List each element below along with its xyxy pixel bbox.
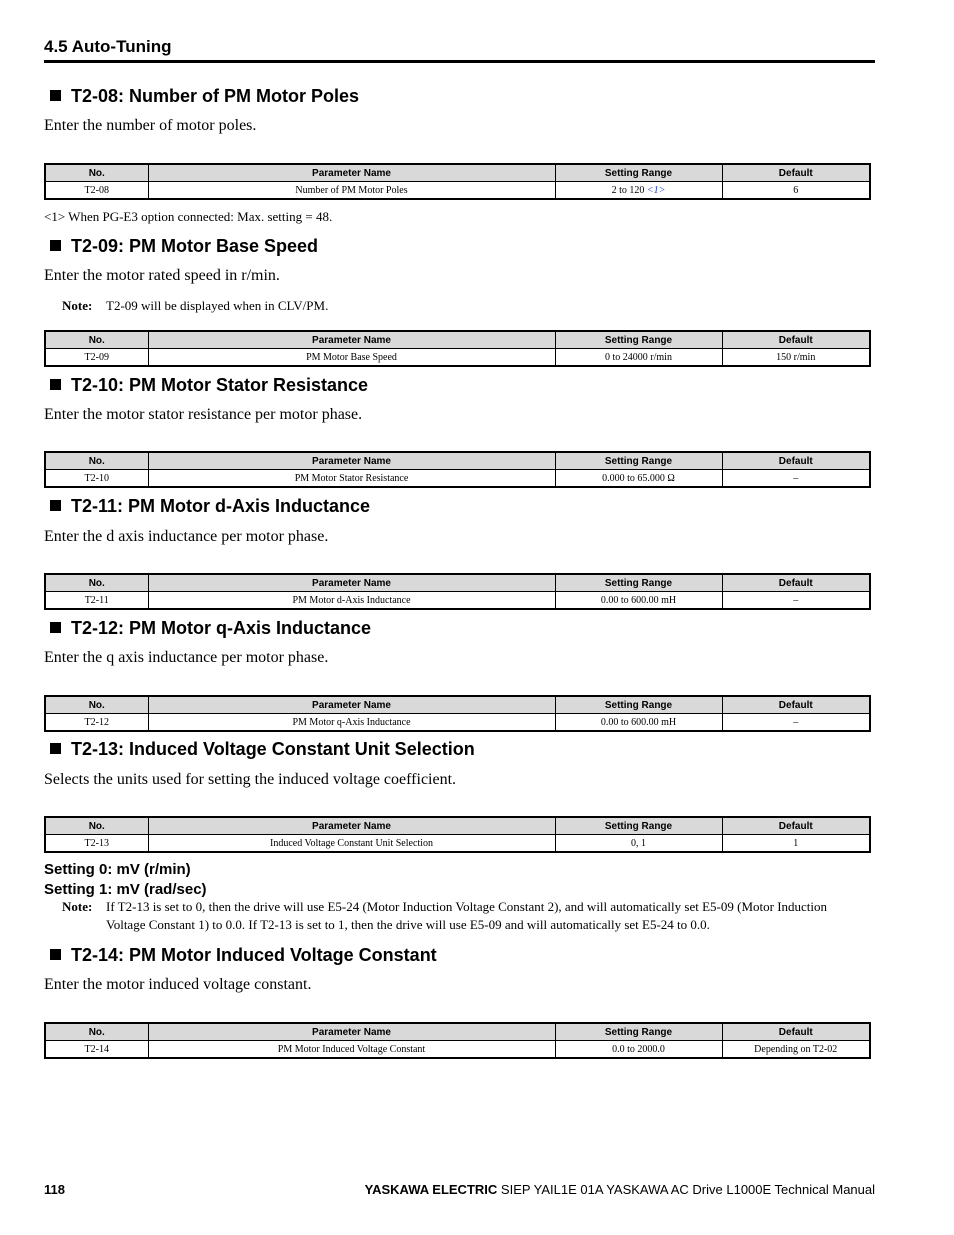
header-rule xyxy=(44,60,875,63)
cell-name: PM Motor Stator Resistance xyxy=(148,470,555,488)
cell-range: 0, 1 xyxy=(555,835,722,853)
table-row xyxy=(45,1041,870,1059)
square-bullet-icon xyxy=(50,949,61,960)
cell-range: 0.000 to 65.000 Ω xyxy=(555,470,722,488)
parameter-table-t2-08 xyxy=(44,163,871,200)
col-header-no: No. xyxy=(45,452,148,470)
table-row xyxy=(45,182,870,200)
col-header-range: Setting Range xyxy=(555,452,722,470)
square-bullet-icon xyxy=(50,240,61,251)
square-bullet-icon xyxy=(50,743,61,754)
table-header-row xyxy=(45,452,870,470)
col-header-no: No. xyxy=(45,696,148,714)
col-header-no: No. xyxy=(45,817,148,835)
table-header-row xyxy=(45,696,870,714)
cell-default: 1 xyxy=(722,835,870,853)
footer-document-info xyxy=(365,1182,875,1197)
table-header-row xyxy=(45,1023,870,1041)
cell-no: T2-14 xyxy=(45,1041,148,1059)
footer-brand: YASKAWA ELECTRIC xyxy=(364,1182,498,1197)
section-heading-t2-10: T2-10: PM Motor Stator Resistance xyxy=(50,375,368,396)
section-description: Enter the motor rated speed in r/min. xyxy=(44,267,280,284)
cell-default: 6 xyxy=(722,182,870,200)
table-row xyxy=(45,592,870,610)
col-header-no: No. xyxy=(45,1023,148,1041)
square-bullet-icon xyxy=(50,90,61,101)
cell-no: T2-09 xyxy=(45,349,148,367)
parameter-table-t2-13 xyxy=(44,816,871,853)
cell-name: PM Motor Base Speed xyxy=(148,349,555,367)
section-description: Selects the units used for setting the induced voltage coefficient. xyxy=(44,771,457,788)
col-header-no: No. xyxy=(45,574,148,592)
table-row xyxy=(45,349,870,367)
cell-range: 0.0 to 2000.0 xyxy=(555,1041,722,1059)
parameter-table-t2-14 xyxy=(44,1022,871,1059)
footnote-ref-link[interactable]: <1> xyxy=(646,184,666,196)
cell-name: PM Motor Induced Voltage Constant xyxy=(148,1041,555,1059)
col-header-name: Parameter Name xyxy=(148,164,555,182)
col-header-name: Parameter Name xyxy=(148,1023,555,1041)
cell-default: – xyxy=(722,714,870,732)
cell-no: T2-11 xyxy=(45,592,148,610)
setting-0-heading: Setting 0: mV (r/min) xyxy=(44,861,191,878)
table-header-row xyxy=(45,164,870,182)
square-bullet-icon xyxy=(50,500,61,511)
section-heading-t2-11: T2-11: PM Motor d-Axis Inductance xyxy=(50,496,370,517)
col-header-default: Default xyxy=(722,817,870,835)
col-header-name: Parameter Name xyxy=(148,331,555,349)
table-header-row xyxy=(45,331,870,349)
cell-range: 2 to 120 <1> xyxy=(555,182,722,200)
section-heading-t2-14: T2-14: PM Motor Induced Voltage Constant xyxy=(50,945,437,966)
table-header-row xyxy=(45,574,870,592)
note-text: T2-09 will be displayed when in CLV/PM. xyxy=(106,298,329,313)
section-description: Enter the number of motor poles. xyxy=(44,117,257,134)
col-header-range: Setting Range xyxy=(555,574,722,592)
footer-doc-title: SIEP YAIL1E 01A YASKAWA AC Drive L1000E Technical Manual xyxy=(500,1182,875,1197)
footnote: <1> When PG-E3 option connected: Max. setting = 48. xyxy=(44,209,333,224)
cell-default: – xyxy=(722,470,870,488)
parameter-table-t2-11 xyxy=(44,573,871,610)
cell-no: T2-13 xyxy=(45,835,148,853)
cell-default: 150 r/min xyxy=(722,349,870,367)
section-description: Enter the d axis inductance per motor phase. xyxy=(44,528,329,545)
section-heading-t2-09: T2-09: PM Motor Base Speed xyxy=(50,236,318,257)
cell-name: PM Motor q-Axis Inductance xyxy=(148,714,555,732)
col-header-name: Parameter Name xyxy=(148,452,555,470)
cell-name: Induced Voltage Constant Unit Selection xyxy=(148,835,555,853)
cell-name: Number of PM Motor Poles xyxy=(148,182,555,200)
section-heading-t2-13: T2-13: Induced Voltage Constant Unit Selection xyxy=(50,739,475,760)
section-description: Enter the motor stator resistance per motor phase. xyxy=(44,406,363,423)
col-header-default: Default xyxy=(722,331,870,349)
table-header-row xyxy=(45,817,870,835)
cell-default: – xyxy=(722,592,870,610)
col-header-no: No. xyxy=(45,164,148,182)
col-header-range: Setting Range xyxy=(555,331,722,349)
cell-default: Depending on T2-02 xyxy=(722,1041,870,1059)
section-description: Enter the motor induced voltage constant. xyxy=(44,976,312,993)
page-number: 118 xyxy=(44,1182,65,1197)
col-header-default: Default xyxy=(722,164,870,182)
table-row xyxy=(45,835,870,853)
col-header-range: Setting Range xyxy=(555,164,722,182)
col-header-range: Setting Range xyxy=(555,696,722,714)
parameter-table-t2-10 xyxy=(44,451,871,488)
parameter-table-t2-09 xyxy=(44,330,871,367)
square-bullet-icon xyxy=(50,379,61,390)
table-row xyxy=(45,470,870,488)
section-heading-t2-08: T2-08: Number of PM Motor Poles xyxy=(50,86,359,107)
cell-range: 0.00 to 600.00 mH xyxy=(555,714,722,732)
note-text: If T2-13 is set to 0, then the drive will use E5-24 (Motor Induction Voltage Constant 2), and will automatically set E5-09 (Motor Induction Voltage Constant 1) to 0.0. If T2-13 is set to 1, then the drive will use E5-09 and will automatically set E5-24 to 0.0. xyxy=(106,899,828,932)
cell-range: 0.00 to 600.00 mH xyxy=(555,592,722,610)
page-header-title: 4.5 Auto-Tuning xyxy=(44,37,172,56)
col-header-no: No. xyxy=(45,331,148,349)
col-header-default: Default xyxy=(722,574,870,592)
col-header-range: Setting Range xyxy=(555,1023,722,1041)
cell-no: T2-10 xyxy=(45,470,148,488)
col-header-default: Default xyxy=(722,452,870,470)
col-header-name: Parameter Name xyxy=(148,696,555,714)
col-header-default: Default xyxy=(722,1023,870,1041)
col-header-name: Parameter Name xyxy=(148,817,555,835)
square-bullet-icon xyxy=(50,622,61,633)
cell-range: 0 to 24000 r/min xyxy=(555,349,722,367)
col-header-default: Default xyxy=(722,696,870,714)
note-label: Note: xyxy=(62,298,93,313)
setting-1-heading: Setting 1: mV (rad/sec) xyxy=(44,881,207,898)
cell-no: T2-08 xyxy=(45,182,148,200)
col-header-name: Parameter Name xyxy=(148,574,555,592)
section-description: Enter the q axis inductance per motor phase. xyxy=(44,649,329,666)
col-header-range: Setting Range xyxy=(555,817,722,835)
cell-no: T2-12 xyxy=(45,714,148,732)
section-heading-t2-12: T2-12: PM Motor q-Axis Inductance xyxy=(50,618,371,639)
parameter-table-t2-12 xyxy=(44,695,871,732)
note-label: Note: xyxy=(62,899,93,914)
cell-name: PM Motor d-Axis Inductance xyxy=(148,592,555,610)
table-row xyxy=(45,714,870,732)
